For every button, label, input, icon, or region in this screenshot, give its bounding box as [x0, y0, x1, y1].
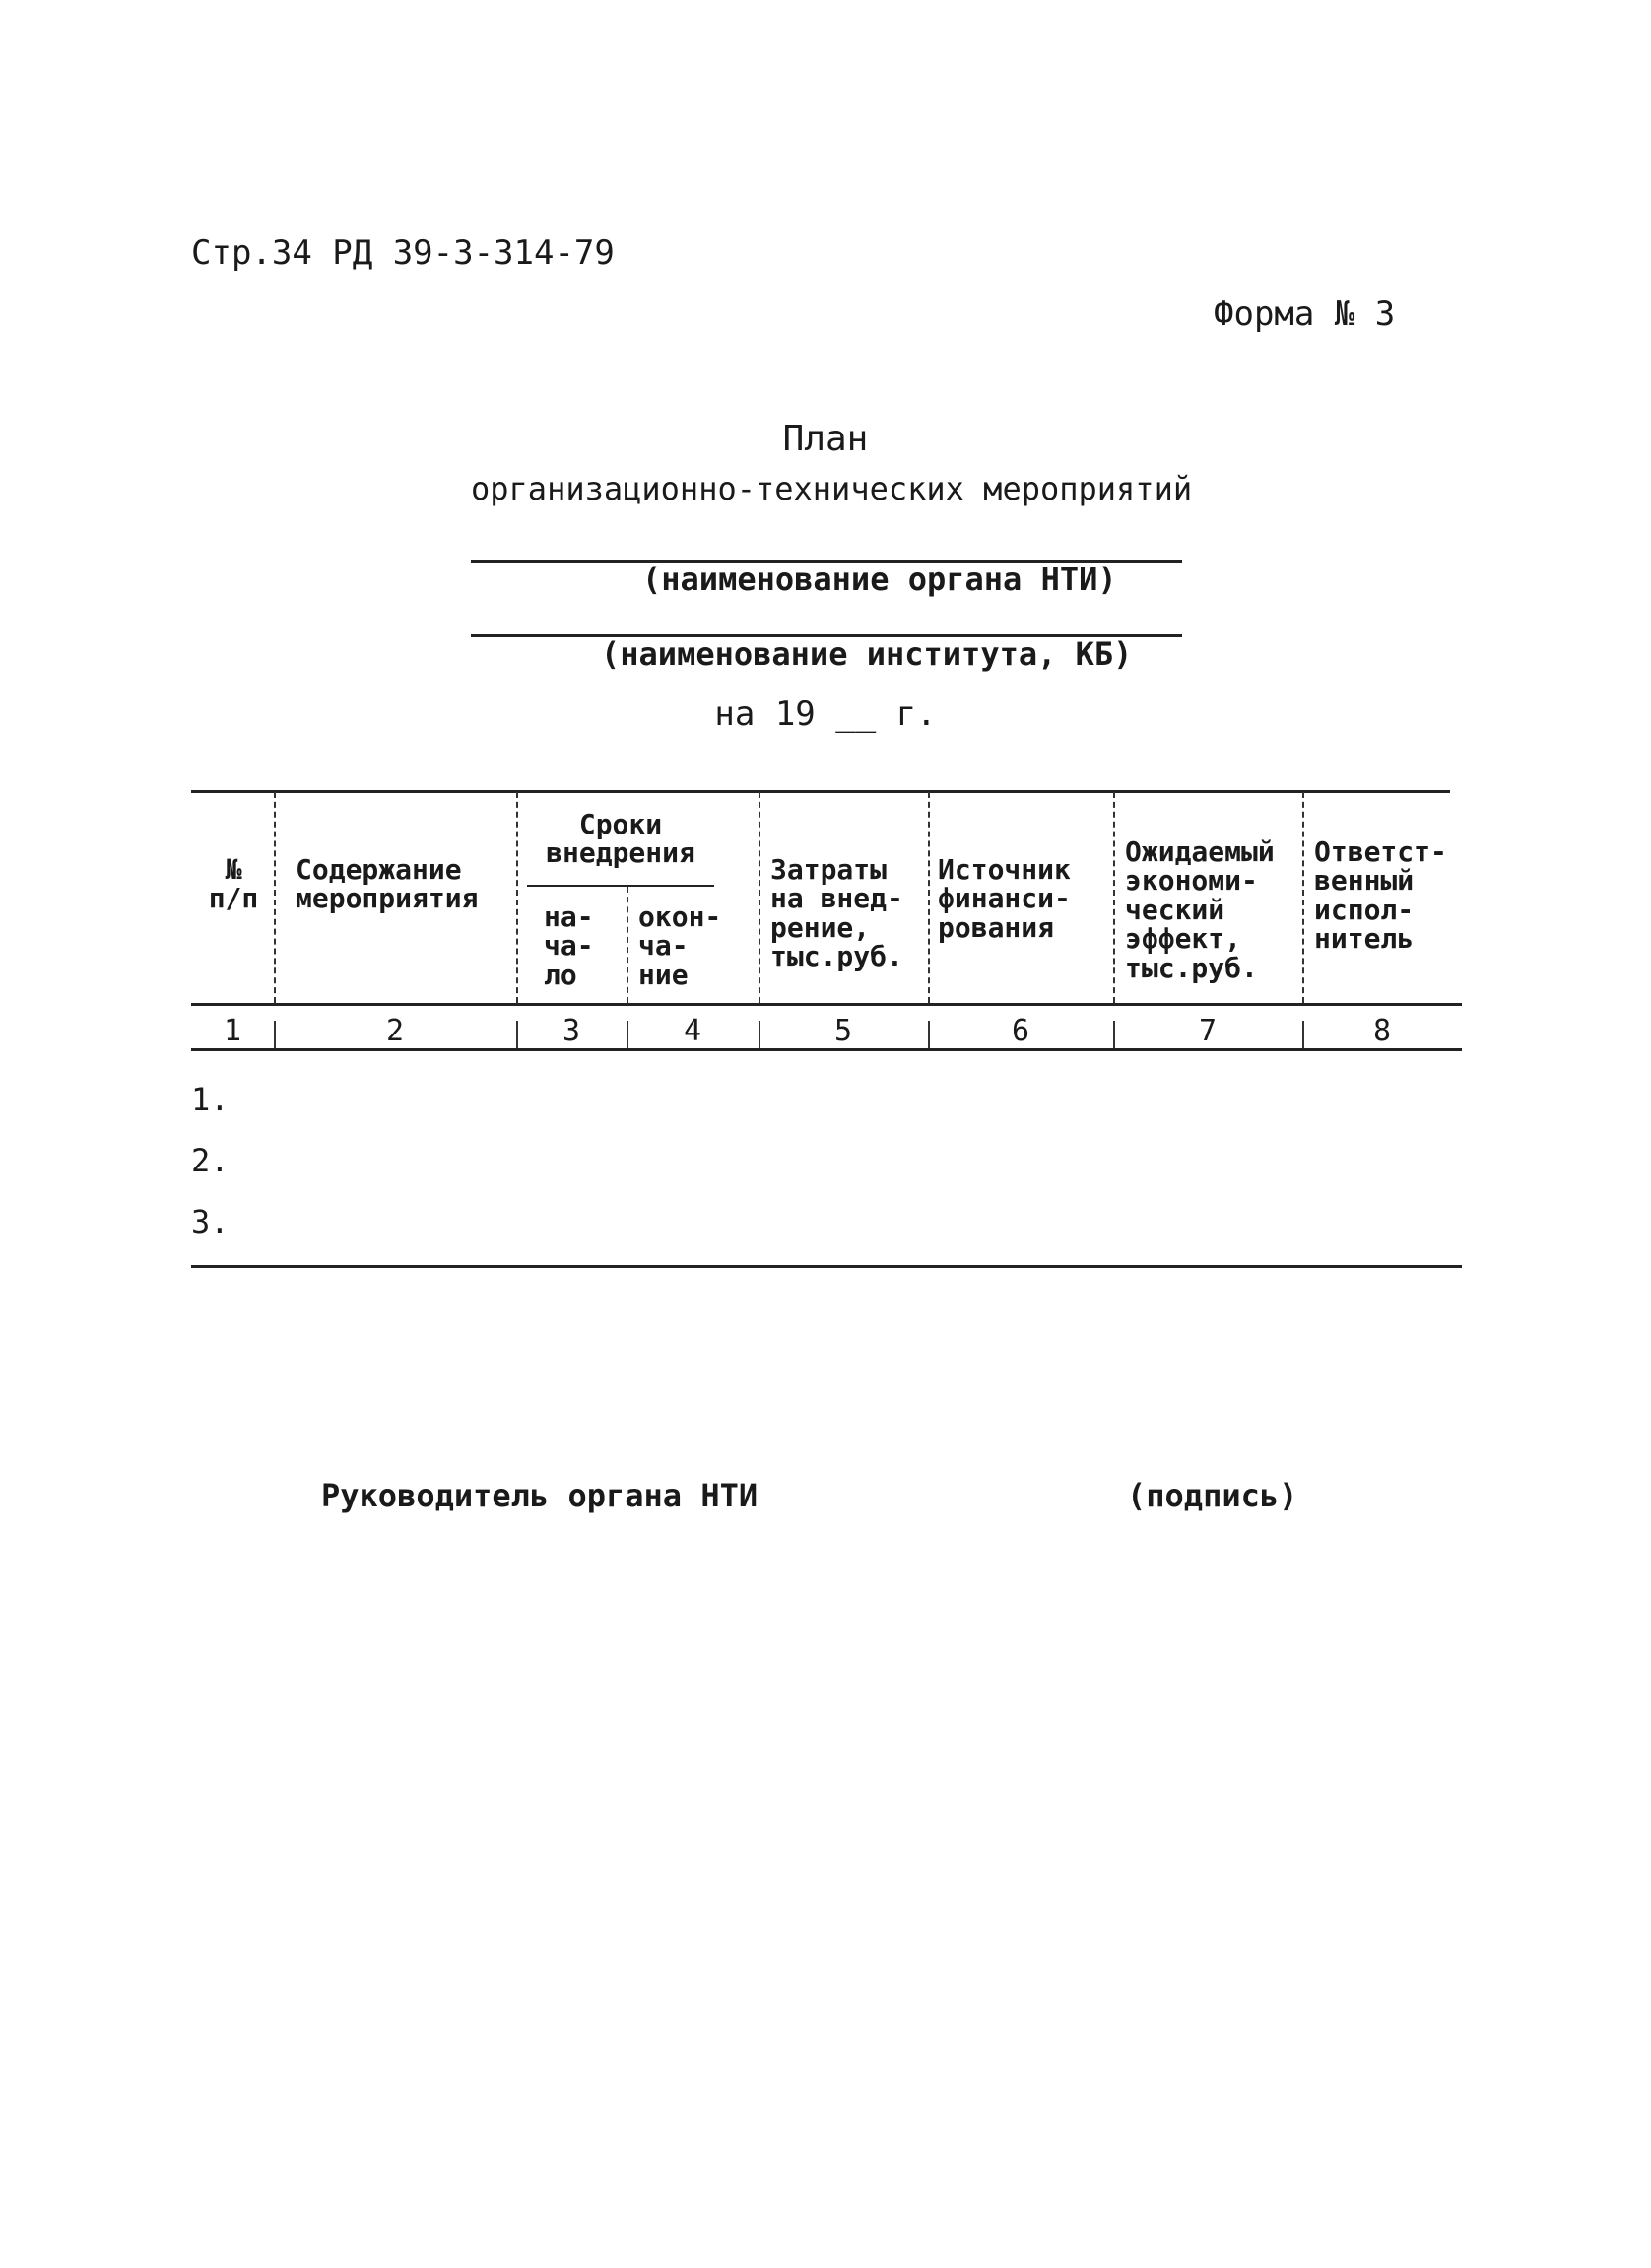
col-separator-6	[1113, 792, 1115, 1003]
table-bottom-border	[191, 1265, 1462, 1268]
plan-year: на 19 __ г.	[714, 695, 937, 734]
header-source: Источник финанси- рования	[938, 853, 1071, 944]
institute-name-caption: (наименование института, КБ)	[601, 635, 1133, 673]
organ-name-caption: (наименование органа НТИ)	[642, 561, 1117, 598]
header-terms-start: на- ча- ло	[544, 901, 594, 991]
column-number: 4	[683, 1014, 702, 1048]
terms-divider	[527, 885, 714, 887]
column-number: 8	[1372, 1014, 1392, 1048]
form-number: Форма № 3	[1214, 295, 1396, 334]
page-reference: Стр.34 РД 39-3-314-79	[191, 233, 615, 273]
num-separator	[516, 1021, 518, 1048]
header-content: Содержание мероприятия	[296, 853, 479, 915]
head-of-organ-label: Руководитель органа НТИ	[321, 1477, 759, 1514]
num-separator	[759, 1021, 760, 1048]
num-separator	[274, 1021, 276, 1048]
column-number: 2	[385, 1014, 405, 1048]
col-separator-5	[928, 792, 930, 1003]
header-terms: Сроки внедрения	[546, 808, 695, 870]
header-costs: Затраты на внед- рение, тыс.руб.	[770, 853, 903, 973]
num-separator	[928, 1021, 930, 1048]
signature-label: (подпись)	[1127, 1477, 1298, 1514]
num-separator	[627, 1021, 628, 1048]
table-row: 2.	[191, 1142, 230, 1179]
header-responsible: Ответст- венный испол- нитель	[1314, 835, 1447, 956]
header-num: № п/п	[208, 853, 259, 915]
num-separator	[1113, 1021, 1115, 1048]
col-separator-4	[759, 792, 760, 1003]
col-separator-3	[627, 887, 628, 1003]
col-separator-7	[1302, 792, 1304, 1003]
document-subtitle: организационно-технических мероприятий	[471, 470, 1193, 507]
table-row: 1.	[191, 1081, 230, 1118]
table-row: 3.	[191, 1203, 230, 1240]
numbers-bottom-border	[191, 1048, 1462, 1051]
header-bottom-border	[191, 1003, 1462, 1006]
col-separator-2	[516, 792, 518, 1003]
header-effect: Ожидаемый экономи- ческий эффект, тыс.руб.	[1125, 835, 1275, 984]
column-number: 5	[833, 1014, 853, 1048]
column-number: 7	[1198, 1014, 1218, 1048]
column-number: 3	[561, 1014, 581, 1048]
document-title: План	[782, 419, 869, 459]
col-separator-1	[274, 792, 276, 1003]
column-number: 6	[1011, 1014, 1030, 1048]
header-terms-end: окон- ча- ние	[638, 901, 722, 991]
num-separator	[1302, 1021, 1304, 1048]
table-top-border	[191, 790, 1450, 793]
column-number: 1	[223, 1014, 242, 1048]
